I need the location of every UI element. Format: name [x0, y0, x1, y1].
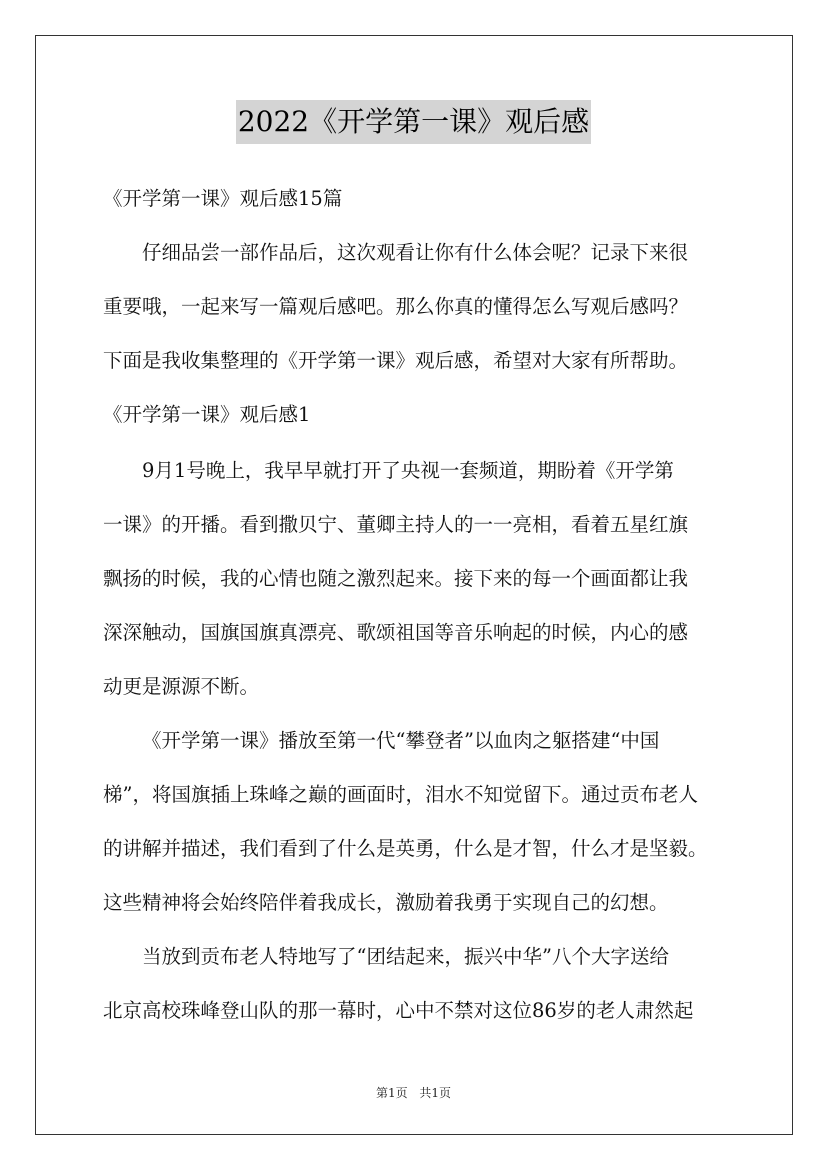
- title-container: [0, 100, 827, 144]
- paragraph-line: 重要哦，一起来写一篇观后感吧。那么你真的懂得怎么写观后感吗？: [103, 295, 689, 318]
- paragraph-line: 这些精神将会始终陪伴着我成长，激励着我勇于实现自己的幻想。: [103, 891, 669, 914]
- page-number: 第1页: [375, 1086, 408, 1100]
- paragraph-line: 下面是我收集整理的《开学第一课》观后感，希望对大家有所帮助。: [103, 349, 689, 372]
- paragraph-line: 9月1号晚上，我早早就打开了央视一套频道，期盼着《开学第: [142, 459, 674, 482]
- paragraph-line: 北京高校珠峰登山队的那一幕时，心中不禁对这位86岁的老人肃然起: [103, 999, 694, 1022]
- paragraph-line: 当放到贡布老人特地写了“团结起来，振兴中华”八个大字送给: [142, 945, 669, 968]
- page-total: 共1页: [419, 1086, 452, 1100]
- paragraph-line: 一课》的开播。看到撒贝宁、董卿主持人的一一亮相，看着五星红旗: [103, 513, 689, 536]
- paragraph-line: 深深触动，国旗国旗真漂亮、歌颂祖国等音乐响起的时候，内心的感: [103, 621, 689, 644]
- page-footer: [0, 1084, 827, 1101]
- document-title: 2022《开学第一课》观后感: [236, 100, 591, 144]
- subtitle-line: 《开学第一课》观后感15篇: [103, 187, 343, 210]
- section-heading: 《开学第一课》观后感1: [103, 403, 311, 426]
- paragraph-line: 飘扬的时候，我的心情也随之激烈起来。接下来的每一个画面都让我: [103, 567, 689, 590]
- paragraph-line: 的讲解并描述，我们看到了什么是英勇，什么是才智，什么才是坚毅。: [103, 837, 708, 860]
- paragraph-line: 动更是源源不断。: [103, 675, 260, 698]
- paragraph-line: 梯”，将国旗插上珠峰之巅的画面时，泪水不知觉留下。通过贡布老人: [103, 783, 698, 806]
- paragraph-line: 《开学第一课》播放至第一代“攀登者”以血肉之躯搭建“中国: [142, 729, 660, 752]
- paragraph-line: 仔细品尝一部作品后，这次观看让你有什么体会呢？记录下来很: [142, 241, 689, 264]
